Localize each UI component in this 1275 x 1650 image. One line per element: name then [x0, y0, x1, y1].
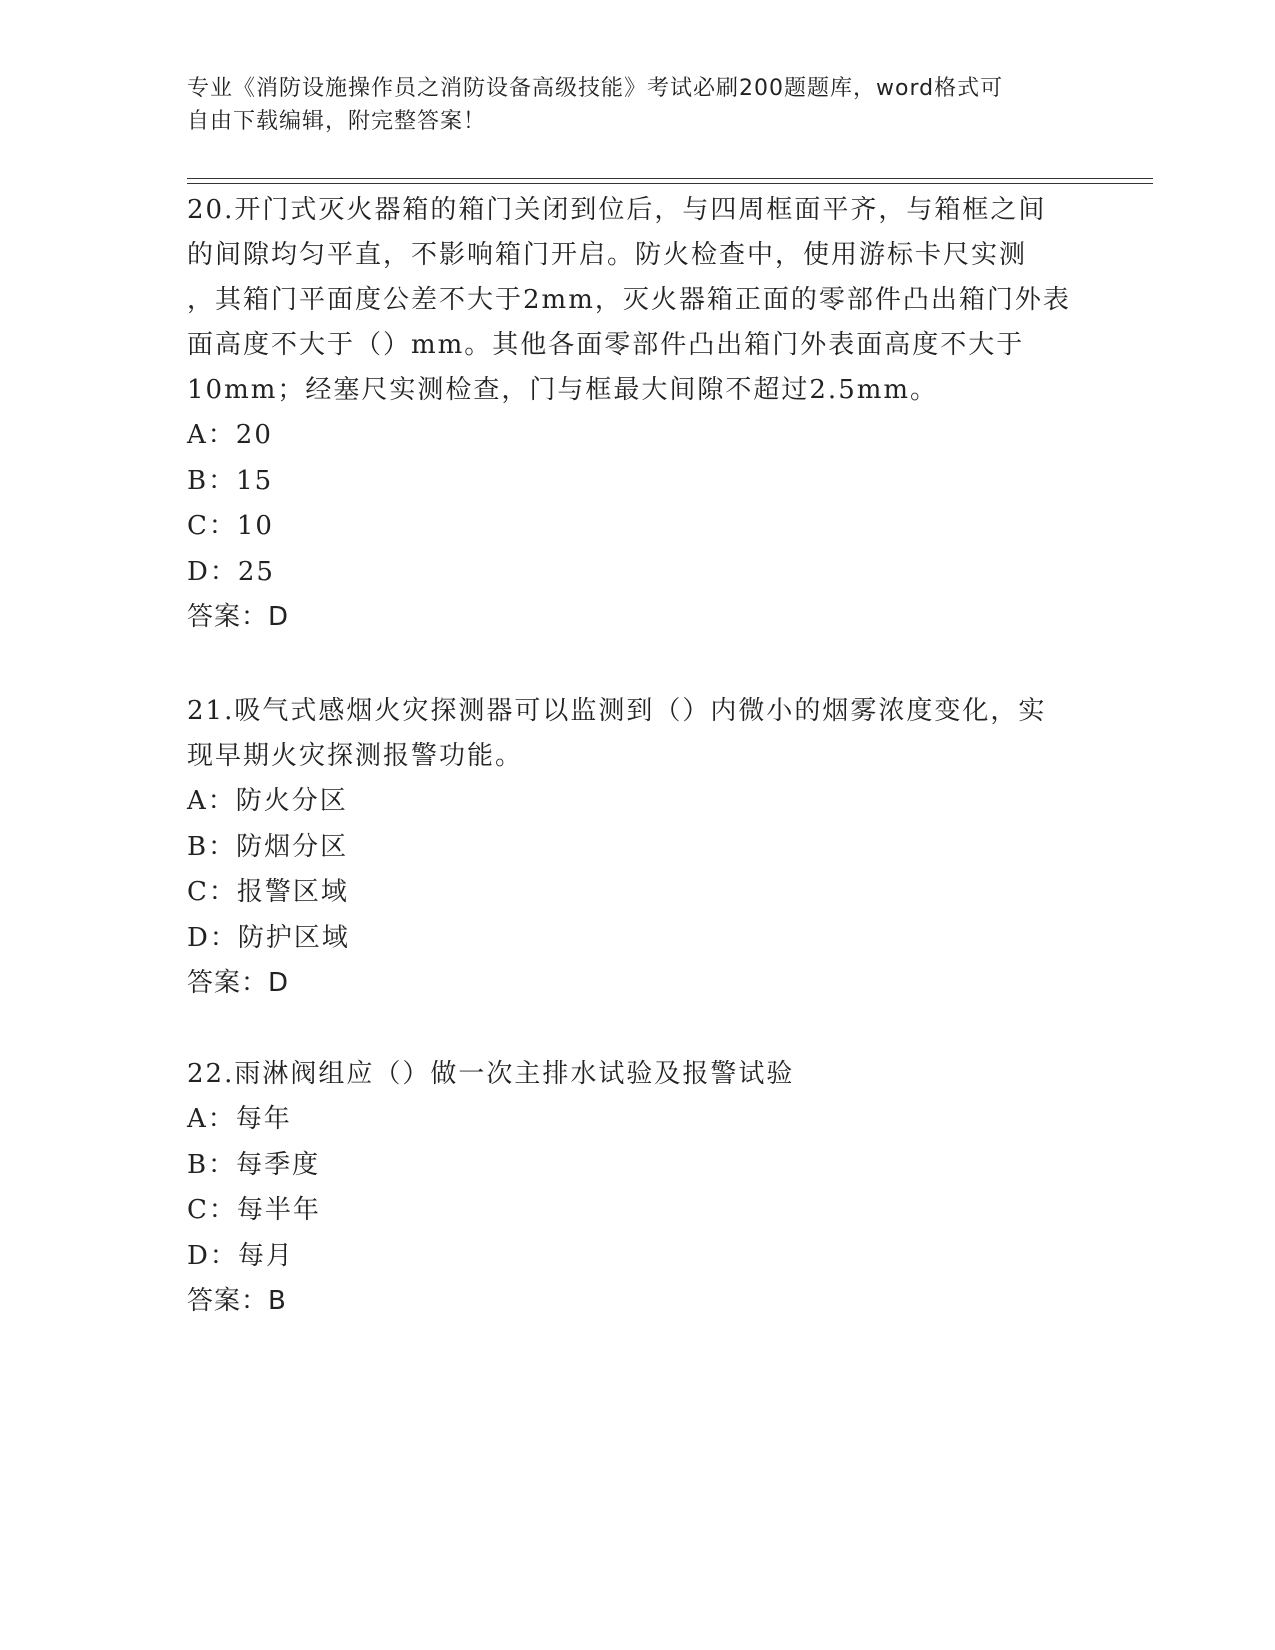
question-stem-line: ，其箱门平面度公差不大于2mm，灭火器箱正面的零部件凸出箱门外表 — [187, 285, 1071, 315]
answer-label: 答案：B — [187, 1286, 287, 1316]
question-stem-line: 的间隙均匀平直，不影响箱门开启。防火检查中，使用游标卡尺实测 — [187, 240, 1028, 270]
option-d: D：防护区域 — [187, 922, 350, 953]
option-a: A：防火分区 — [187, 786, 348, 816]
header-divider-bottom — [187, 183, 1153, 184]
option-c: C：报警区域 — [187, 877, 349, 907]
option-c: C：10 — [187, 511, 274, 541]
question-22 — [187, 1052, 1087, 1324]
question-stem-line: 10mm；经塞尺实测检查，门与框最大间隙不超过2.5mm。 — [187, 375, 939, 405]
option-b: B：每季度 — [187, 1149, 321, 1180]
option-b: B：15 — [187, 465, 274, 496]
question-stem-line: 现早期火灾探测报警功能。 — [187, 741, 524, 771]
question-20 — [187, 188, 1087, 640]
question-21 — [187, 689, 1087, 1006]
option-c: C：每半年 — [187, 1195, 321, 1225]
question-stem-line: 20.开门式灭火器箱的箱门关闭到位后，与四周框面平齐，与箱框之间 — [187, 195, 1047, 225]
answer-label: 答案：D — [187, 968, 290, 998]
question-stem-line: 面高度不大于（）mm。其他各面零部件凸出箱门外表面高度不大于 — [187, 330, 1025, 360]
option-a: A：20 — [187, 420, 273, 450]
header-line-1: 专业《消防设施操作员之消防设备高级技能》考试必刷200题题库，word格式可 — [187, 76, 1004, 101]
option-d: D：25 — [187, 556, 275, 587]
option-a: A：每年 — [187, 1104, 292, 1134]
document-header — [187, 72, 1087, 138]
option-b: B：防烟分区 — [187, 831, 349, 862]
answer-label: 答案：D — [187, 602, 290, 632]
header-line-2: 自由下载编辑，附完整答案！ — [187, 109, 487, 134]
header-divider-top — [187, 178, 1153, 179]
question-stem-line: 21.吸气式感烟火灾探测器可以监测到（）内微小的烟雾浓度变化，实 — [187, 696, 1047, 726]
option-d: D：每月 — [187, 1240, 294, 1271]
question-stem-line: 22.雨淋阀组应（）做一次主排水试验及报警试验 — [187, 1059, 795, 1089]
